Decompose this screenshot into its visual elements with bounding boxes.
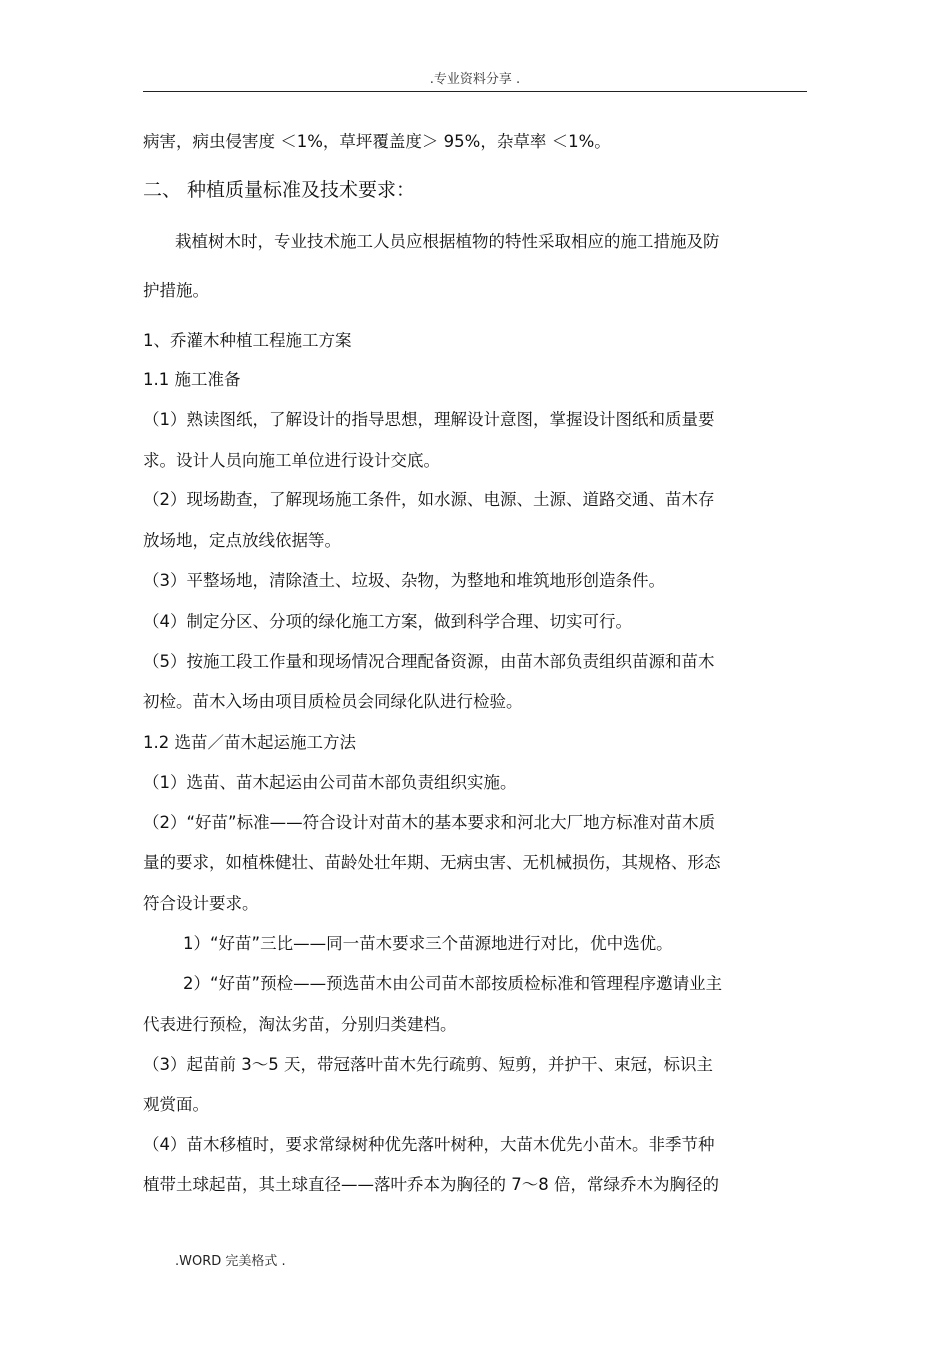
text-line: 2）“好苗”预检——预选苗木由公司苗木部按质检标准和管理程序邀请业主 (183, 974, 723, 993)
subsection-heading: 1.1 施工准备 (143, 370, 241, 389)
text-line: 病害，病虫侵害度 ＜1%，草坪覆盖度＞ 95%，杂草率 ＜1%。 (143, 132, 611, 151)
text-line: （2）现场勘查，了解现场施工条件，如水源、电源、土源、道路交通、苗木存 (143, 490, 715, 509)
text-line: 植带土球起苗，其土球直径——落叶乔本为胸径的 7～8 倍，常绿乔木为胸径的 (143, 1175, 719, 1194)
text-line: 放场地，定点放线依据等。 (143, 531, 341, 550)
text-line: 代表进行预检，淘汰劣苗，分别归类建档。 (143, 1015, 457, 1034)
subsection-heading: 1、乔灌木种植工程施工方案 (143, 331, 352, 350)
text-line: 求。设计人员向施工单位进行设计交底。 (143, 451, 440, 470)
text-line: 量的要求，如植株健壮、苗龄处壮年期、无病虫害、无机械损伤，其规格、形态 (143, 853, 721, 872)
page-header: .专业资料分享 . (429, 72, 521, 87)
section-heading: 二、 种植质量标准及技术要求： (143, 179, 416, 201)
text-line: （4）苗木移植时，要求常绿树种优先落叶树种，大苗木优先小苗木。非季节种 (143, 1135, 715, 1154)
text-line: （5）按施工段工作量和现场情况合理配备资源，由苗木部负责组织苗源和苗木 (143, 652, 715, 671)
text-line: （1）熟读图纸，了解设计的指导思想，理解设计意图，掌握设计图纸和质量要 (143, 410, 715, 429)
text-line: （2）“好苗”标准——符合设计对苗木的基本要求和河北大厂地方标准对苗木质 (143, 813, 716, 832)
text-line: （1）选苗、苗木起运由公司苗木部负责组织实施。 (143, 773, 517, 792)
text-line: 护措施。 (143, 281, 209, 300)
text-line: 符合设计要求。 (143, 894, 259, 913)
text-line: （3）平整场地，清除渣土、垃圾、杂物，为整地和堆筑地形创造条件。 (143, 571, 665, 590)
text-line: 观赏面。 (143, 1095, 209, 1114)
text-line: 初检。苗木入场由项目质检员会同绿化队进行检验。 (143, 692, 523, 711)
text-line: （3）起苗前 3～5 天，带冠落叶苗木先行疏剪、短剪，并护干、束冠，标识主 (143, 1055, 713, 1074)
header-rule (143, 91, 807, 92)
subsection-heading: 1.2 选苗／苗木起运施工方法 (143, 733, 356, 752)
text-line: 1）“好苗”三比——同一苗木要求三个苗源地进行对比，优中选优。 (183, 934, 673, 953)
text-line: （4）制定分区、分项的绿化施工方案，做到科学合理、切实可行。 (143, 612, 632, 631)
text-line: 栽植树木时，专业技术施工人员应根据植物的特性采取相应的施工措施及防 (175, 232, 720, 251)
page-footer: .WORD 完美格式 . (175, 1254, 286, 1269)
